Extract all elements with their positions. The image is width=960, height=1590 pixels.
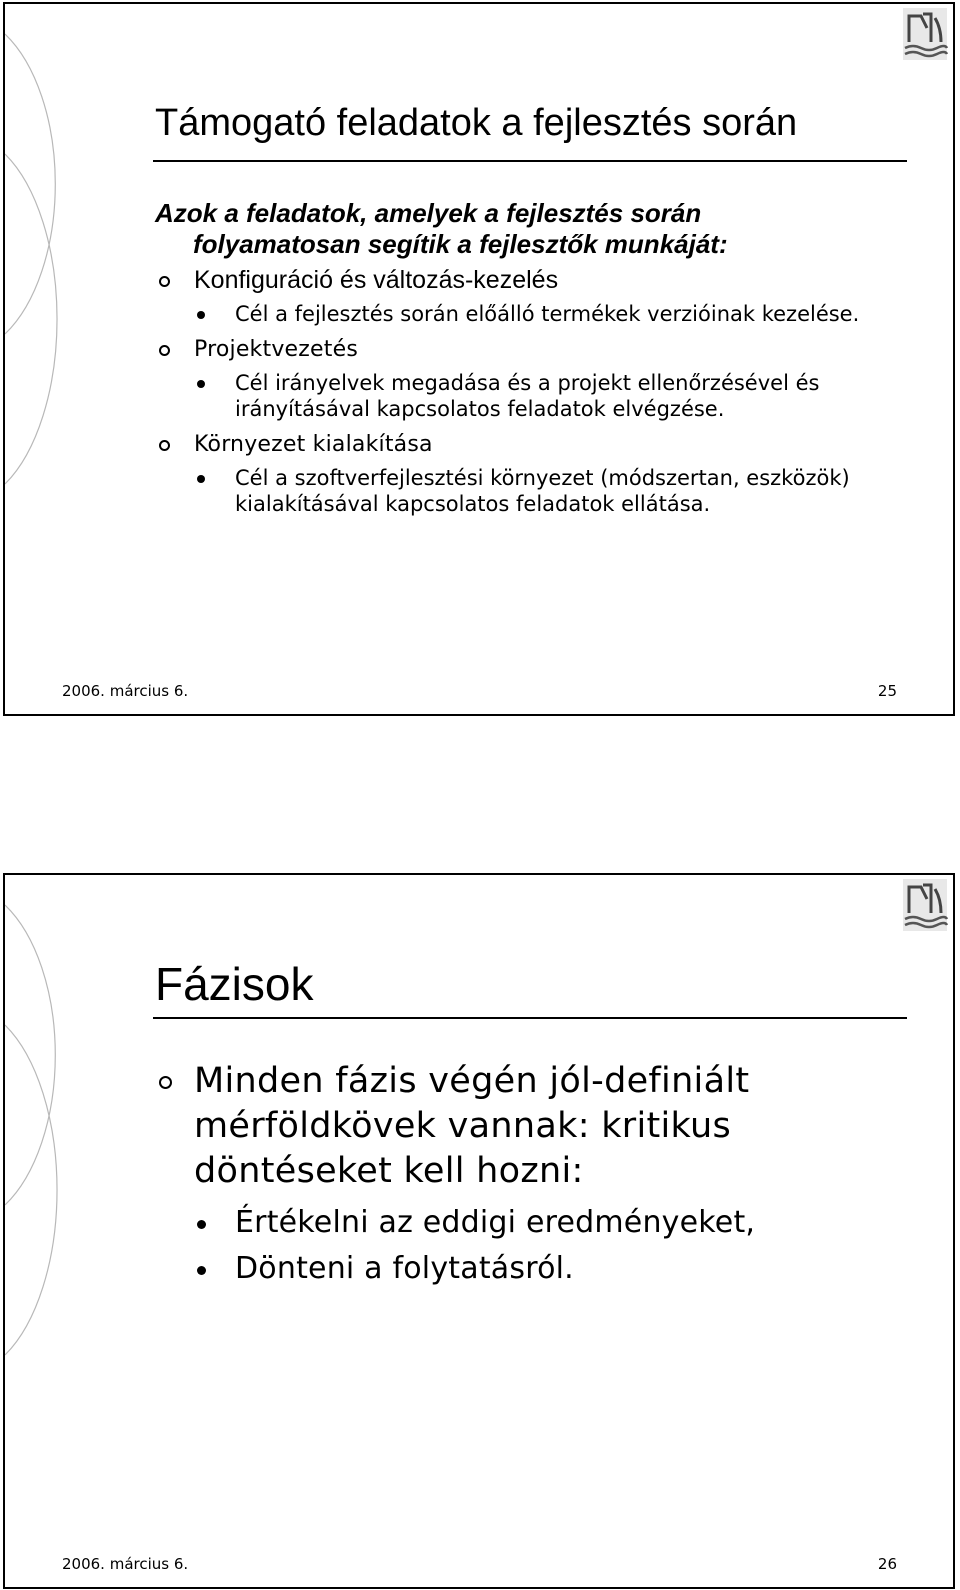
circle-bullet-icon	[159, 1076, 172, 1089]
sub-list-item	[155, 370, 907, 422]
intro-line-2: folyamatosan segítik a fejlesztők munkáját:	[193, 229, 728, 259]
list-item-text: Minden fázis végén jól-definiált mérföldkövek vannak: kritikus döntéseket kell hozni:	[194, 1061, 750, 1191]
university-logo-icon	[901, 877, 949, 933]
slide-26	[3, 873, 955, 1589]
university-logo-icon	[901, 6, 949, 62]
intro-line-1: Azok a feladatok, amelyek a fejlesztés során	[155, 198, 702, 228]
list-item	[155, 333, 907, 366]
sub-list-item	[155, 1200, 907, 1246]
sub-list-item	[155, 301, 907, 327]
circle-bullet-icon	[159, 440, 170, 451]
list-item-text: Környezet kialakítása	[194, 432, 433, 457]
slide-25	[3, 2, 955, 716]
sub-list-item-text: Cél a fejlesztés során előálló termékek verzióinak kezelése.	[235, 302, 860, 326]
list-item-text: Konfiguráció és változás-kezelés	[194, 266, 559, 294]
page-number: 26	[877, 1555, 897, 1573]
dot-bullet-icon	[197, 475, 205, 483]
page-number: 25	[877, 682, 897, 700]
dot-bullet-icon	[197, 1220, 206, 1229]
sub-list-item-text: Értékelni az eddigi eredményeket,	[235, 1205, 756, 1240]
list-item-text: Projektvezetés	[194, 337, 358, 362]
slide-title: Támogató feladatok a fejlesztés során	[155, 102, 798, 144]
list-item	[155, 1059, 907, 1194]
circle-bullet-icon	[159, 276, 170, 287]
sub-list-item	[155, 465, 907, 517]
sub-list-item	[155, 1246, 907, 1292]
dot-bullet-icon	[197, 311, 205, 319]
sub-list-item-text: Cél irányelvek megadása és a projekt ellenőrzésével és irányításával kapcsolatos feladatok elvégzése.	[235, 371, 820, 421]
footer-date: 2006. március 6.	[62, 682, 189, 700]
sub-list	[155, 1200, 907, 1292]
sub-list-item-text: Dönteni a folytatásról.	[235, 1251, 574, 1286]
title-divider	[153, 1017, 907, 1019]
sub-list-item-text: Cél a szoftverfejlesztési környezet (módszertan, eszközök) kialakításával kapcsolatos feladatok ellátása.	[235, 466, 850, 516]
slide-title: Fázisok	[155, 958, 314, 1010]
intro-text	[155, 198, 907, 260]
list-item	[155, 264, 907, 297]
slide-body	[155, 198, 907, 523]
footer-date: 2006. március 6.	[62, 1555, 189, 1573]
decorative-arcs	[5, 875, 135, 1589]
dot-bullet-icon	[197, 380, 205, 388]
title-divider	[153, 160, 907, 162]
slide-body	[155, 1059, 907, 1292]
dot-bullet-icon	[197, 1266, 206, 1275]
decorative-arcs	[5, 4, 135, 716]
list-item	[155, 428, 907, 461]
circle-bullet-icon	[159, 345, 170, 356]
